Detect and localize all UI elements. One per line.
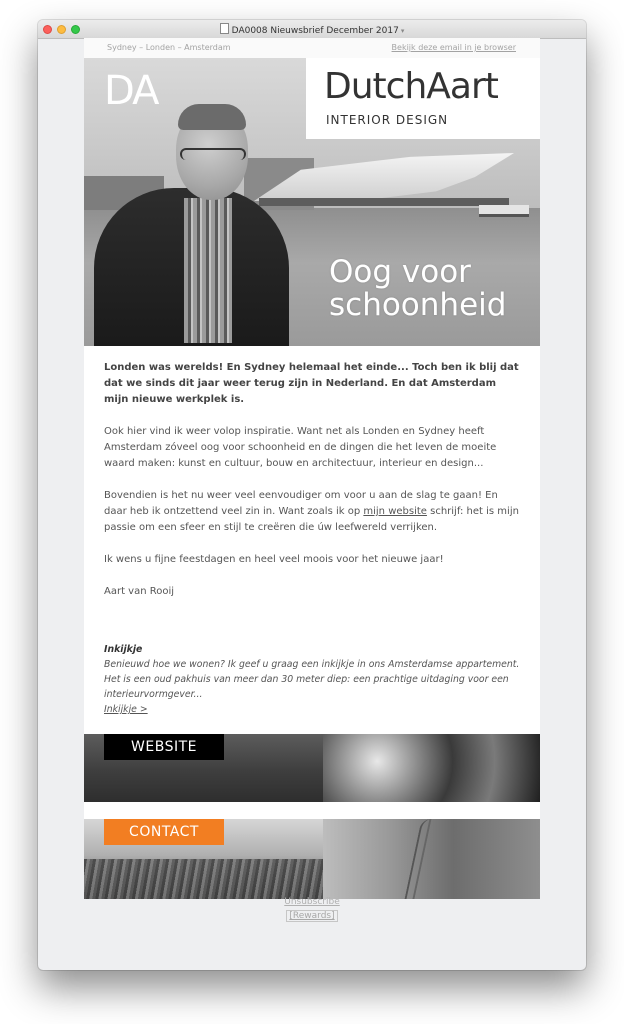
newsletter-email [84, 38, 540, 882]
rewards-link[interactable]: [Rewards] [286, 910, 337, 922]
hero-tagline [329, 256, 506, 322]
unsubscribe-link[interactable]: Unsubscribe [284, 897, 340, 907]
paragraph-website-after: schrijf: het is mijn passie om een sfeer en stijl te creëren die úw leefwereld verrijken. [104, 506, 519, 533]
website-button[interactable]: WEBSITE [104, 734, 224, 760]
contact-banner[interactable] [84, 819, 540, 899]
hero-person-glasses [180, 148, 246, 160]
hero-person-scarf [184, 198, 232, 343]
paragraph-website [104, 488, 522, 536]
footer [38, 897, 586, 922]
da-logo-mark: DA [104, 68, 158, 114]
title-bar [38, 20, 586, 39]
document-icon [220, 23, 229, 34]
paragraph-wishes: Ik wens u fijne feestdagen en heel veel moois voor het nieuwe jaar! [104, 554, 444, 565]
window-title-text: DA0008 Nieuwsbrief December 2017 [231, 26, 399, 36]
window-title[interactable] [38, 23, 586, 36]
hero-tagline-line2: schoonheid [329, 287, 507, 323]
paragraph-inspiration: Ook hier vind ik weer volop inspiratie. Want net als Londen en Sydney heeft Amsterdam zóveel oog voor schoonheid en de dingen die het leven de moeite waard maken: kunst en cultuur, bouw en architectuur, interieur en design... [104, 426, 497, 469]
hero-tagline-line1: Oog voor [329, 254, 471, 290]
newsletter-body [104, 360, 522, 616]
hero-person-hair [178, 104, 246, 130]
view-in-browser-link[interactable]: Bekijk deze email in je browser [391, 43, 516, 52]
preheader [84, 38, 540, 58]
inkijkje-section [104, 642, 524, 717]
hero-eye-building-base [259, 198, 509, 206]
chevron-down-icon: ▾ [400, 27, 405, 35]
my-website-link[interactable]: mijn website [363, 506, 427, 517]
contact-banner-string [404, 819, 431, 899]
mail-window [38, 20, 586, 970]
contact-banner-string-photo [323, 819, 540, 899]
inkijkje-link[interactable]: Inkijkje > [104, 704, 148, 715]
hero-image [84, 58, 540, 346]
lead-paragraph: Londen was werelds! En Sydney helemaal het einde... Toch ben ik blij dat dat we sinds dit jaar weer terug zijn in Nederland. En dat Amsterdam mijn nieuwe werkplek is. [104, 362, 519, 405]
brand-logo [306, 58, 540, 139]
website-banner-photo [323, 734, 540, 802]
brand-subtitle: INTERIOR DESIGN [326, 113, 449, 127]
contact-button[interactable]: CONTACT [104, 819, 224, 845]
inkijkje-text: Benieuwd hoe we wonen? Ik geef u graag een inkijkje in ons Amsterdamse appartement. Het is een oud pakhuis van meer dan 30 meter diep: een prachtige uitdaging voor een interieurvormgever... [104, 659, 520, 700]
brand-name: DutchAart [324, 66, 498, 107]
inkijkje-title: Inkijkje [104, 644, 143, 655]
hero-boat [479, 205, 529, 217]
preheader-locations: Sydney – Londen – Amsterdam [107, 43, 231, 52]
signature: Aart van Rooij [104, 586, 175, 597]
paragraph-website-before: Bovendien is het nu weer veel eenvoudiger om voor u aan de slag te gaan! En daar heb ik ontzettend veel zin in. Want zoals ik op [104, 490, 498, 517]
contact-banner-grass [84, 859, 323, 899]
website-banner[interactable] [84, 734, 540, 802]
